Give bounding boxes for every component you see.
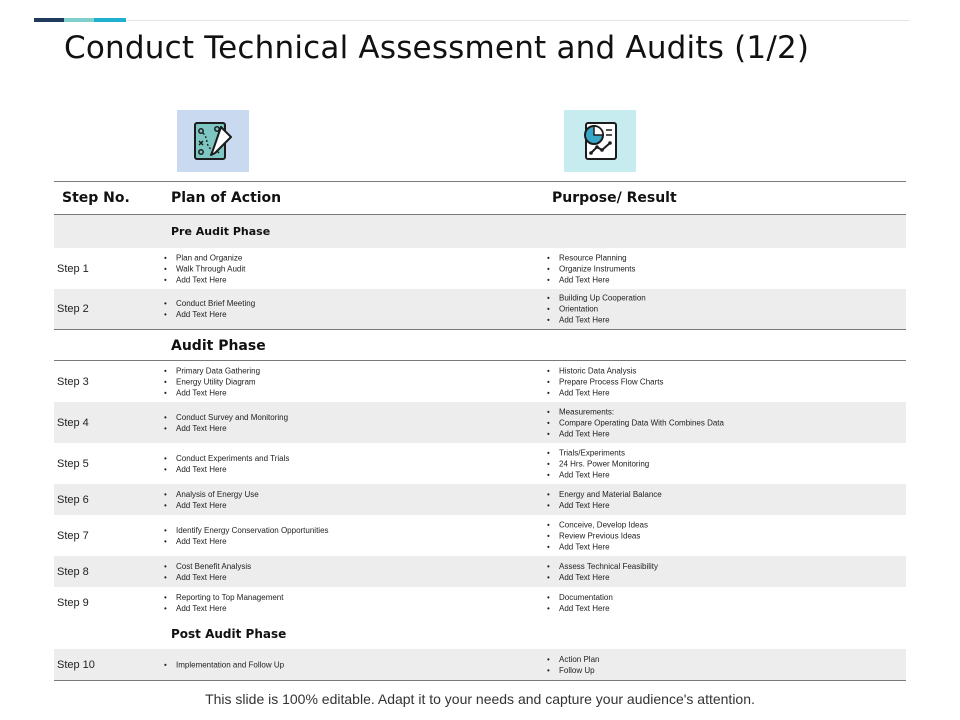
purpose-item: • Orientation (547, 304, 646, 315)
phase-row-audit (54, 330, 906, 361)
step-label: Step 3 (57, 375, 89, 388)
plan-item: • Add Text Here (164, 423, 288, 434)
table-row (54, 484, 906, 515)
page-title: Conduct Technical Assessment and Audits (1/2) (64, 30, 810, 66)
step-label: Step 4 (57, 416, 89, 429)
plan-list (164, 561, 251, 583)
purpose-list (547, 406, 724, 439)
step-label: Step 8 (57, 565, 89, 578)
report-chart-icon (564, 110, 636, 172)
plan-item: • Conduct Experiments and Trials (164, 453, 289, 464)
footer-note: This slide is 100% editable. Adapt it to your needs and capture your audience's attention. (205, 691, 755, 707)
purpose-item: • Add Text Here (547, 428, 724, 439)
purpose-item: • Action Plan (547, 654, 599, 665)
purpose-item: • Historic Data Analysis (547, 365, 663, 376)
purpose-list (547, 561, 658, 583)
phase-label: Audit Phase (171, 338, 266, 354)
table-row (54, 402, 906, 443)
purpose-list (547, 365, 663, 398)
plan-item: • Conduct Survey and Monitoring (164, 412, 288, 423)
strategy-plan-icon (177, 110, 249, 172)
purpose-item: • Building Up Cooperation (547, 293, 646, 304)
plan-list (164, 412, 288, 434)
accent-bar-teal (64, 18, 94, 22)
purpose-item: • Add Text Here (547, 572, 658, 583)
purpose-list (547, 592, 613, 614)
step-label: Step 2 (57, 303, 89, 315)
purpose-item: • Assess Technical Feasibility (547, 561, 658, 572)
plan-item: • Add Text Here (164, 603, 283, 614)
plan-item: • Add Text Here (164, 572, 251, 583)
purpose-list (547, 654, 599, 676)
table-row (54, 289, 906, 330)
table-row (54, 556, 906, 587)
table-row (54, 361, 906, 402)
header-step-no: Step No. (62, 190, 130, 206)
plan-item: • Plan and Organize (164, 252, 245, 263)
purpose-list (547, 519, 648, 552)
plan-item: • Implementation and Follow Up (164, 659, 284, 670)
purpose-item: • Add Text Here (547, 469, 649, 480)
plan-list (164, 453, 289, 475)
purpose-item: • Follow Up (547, 665, 599, 676)
accent-bar-dark (34, 18, 64, 22)
plan-item: • Energy Utility Diagram (164, 376, 260, 387)
top-divider (126, 20, 910, 21)
plan-item: • Add Text Here (164, 309, 255, 320)
plan-list (164, 298, 255, 320)
purpose-item: • Resource Planning (547, 252, 635, 263)
accent-bars (34, 18, 126, 22)
purpose-item: • Add Text Here (547, 500, 662, 511)
plan-item: • Walk Through Audit (164, 263, 245, 274)
purpose-item: • Add Text Here (547, 541, 648, 552)
purpose-item: • Trials/Experiments (547, 447, 649, 458)
table-row (54, 443, 906, 484)
purpose-item: • Add Text Here (547, 387, 663, 398)
plan-item: • Add Text Here (164, 274, 245, 285)
audit-steps-table (54, 181, 906, 681)
purpose-list (547, 447, 649, 480)
phase-label: Pre Audit Phase (171, 225, 271, 238)
phase-row-pre-audit (54, 215, 906, 248)
plan-list (164, 489, 259, 511)
step-label: Step 6 (57, 493, 89, 506)
purpose-item: • Add Text Here (547, 603, 613, 614)
plan-item: • Analysis of Energy Use (164, 489, 259, 500)
plan-item: • Add Text Here (164, 500, 259, 511)
purpose-item: • Review Previous Ideas (547, 530, 648, 541)
plan-list (164, 525, 329, 547)
purpose-list (547, 293, 646, 326)
step-label: Step 1 (57, 262, 89, 275)
plan-item: • Add Text Here (164, 387, 260, 398)
plan-list (164, 365, 260, 398)
purpose-item: • Add Text Here (547, 274, 635, 285)
purpose-list (547, 252, 635, 285)
table-header-row (54, 182, 906, 215)
plan-item: • Identify Energy Conservation Opportunities (164, 525, 329, 536)
table-row (54, 515, 906, 556)
purpose-list (547, 489, 662, 511)
header-purpose-result: Purpose/ Result (552, 190, 677, 206)
plan-item: • Reporting to Top Management (164, 592, 283, 603)
plan-item: • Add Text Here (164, 464, 289, 475)
purpose-item: • Compare Operating Data With Combines Data (547, 417, 724, 428)
step-label: Step 9 (57, 596, 89, 609)
plan-item: • Primary Data Gathering (164, 365, 260, 376)
phase-label: Post Audit Phase (171, 627, 287, 641)
table-row (54, 587, 906, 618)
purpose-item: • 24 Hrs. Power Monitoring (547, 458, 649, 469)
plan-item: • Add Text Here (164, 536, 329, 547)
purpose-item: • Conceive, Develop Ideas (547, 519, 648, 530)
purpose-item: • Add Text Here (547, 315, 646, 326)
plan-item: • Cost Benefit Analysis (164, 561, 251, 572)
step-label: Step 7 (57, 529, 89, 542)
purpose-item: • Energy and Material Balance (547, 489, 662, 500)
purpose-item: • Prepare Process Flow Charts (547, 376, 663, 387)
plan-list (164, 252, 245, 285)
plan-list (164, 659, 284, 670)
header-plan-of-action: Plan of Action (171, 190, 282, 206)
step-label: Step 10 (57, 658, 95, 671)
purpose-item: • Measurements: (547, 406, 724, 417)
purpose-item: • Organize Instruments (547, 263, 635, 274)
phase-row-post-audit (54, 618, 906, 649)
table-row (54, 649, 906, 680)
plan-item: • Conduct Brief Meeting (164, 298, 255, 309)
plan-list (164, 592, 283, 614)
table-row (54, 248, 906, 289)
purpose-item: • Documentation (547, 592, 613, 603)
step-label: Step 5 (57, 457, 89, 470)
accent-bar-blue (94, 18, 126, 22)
